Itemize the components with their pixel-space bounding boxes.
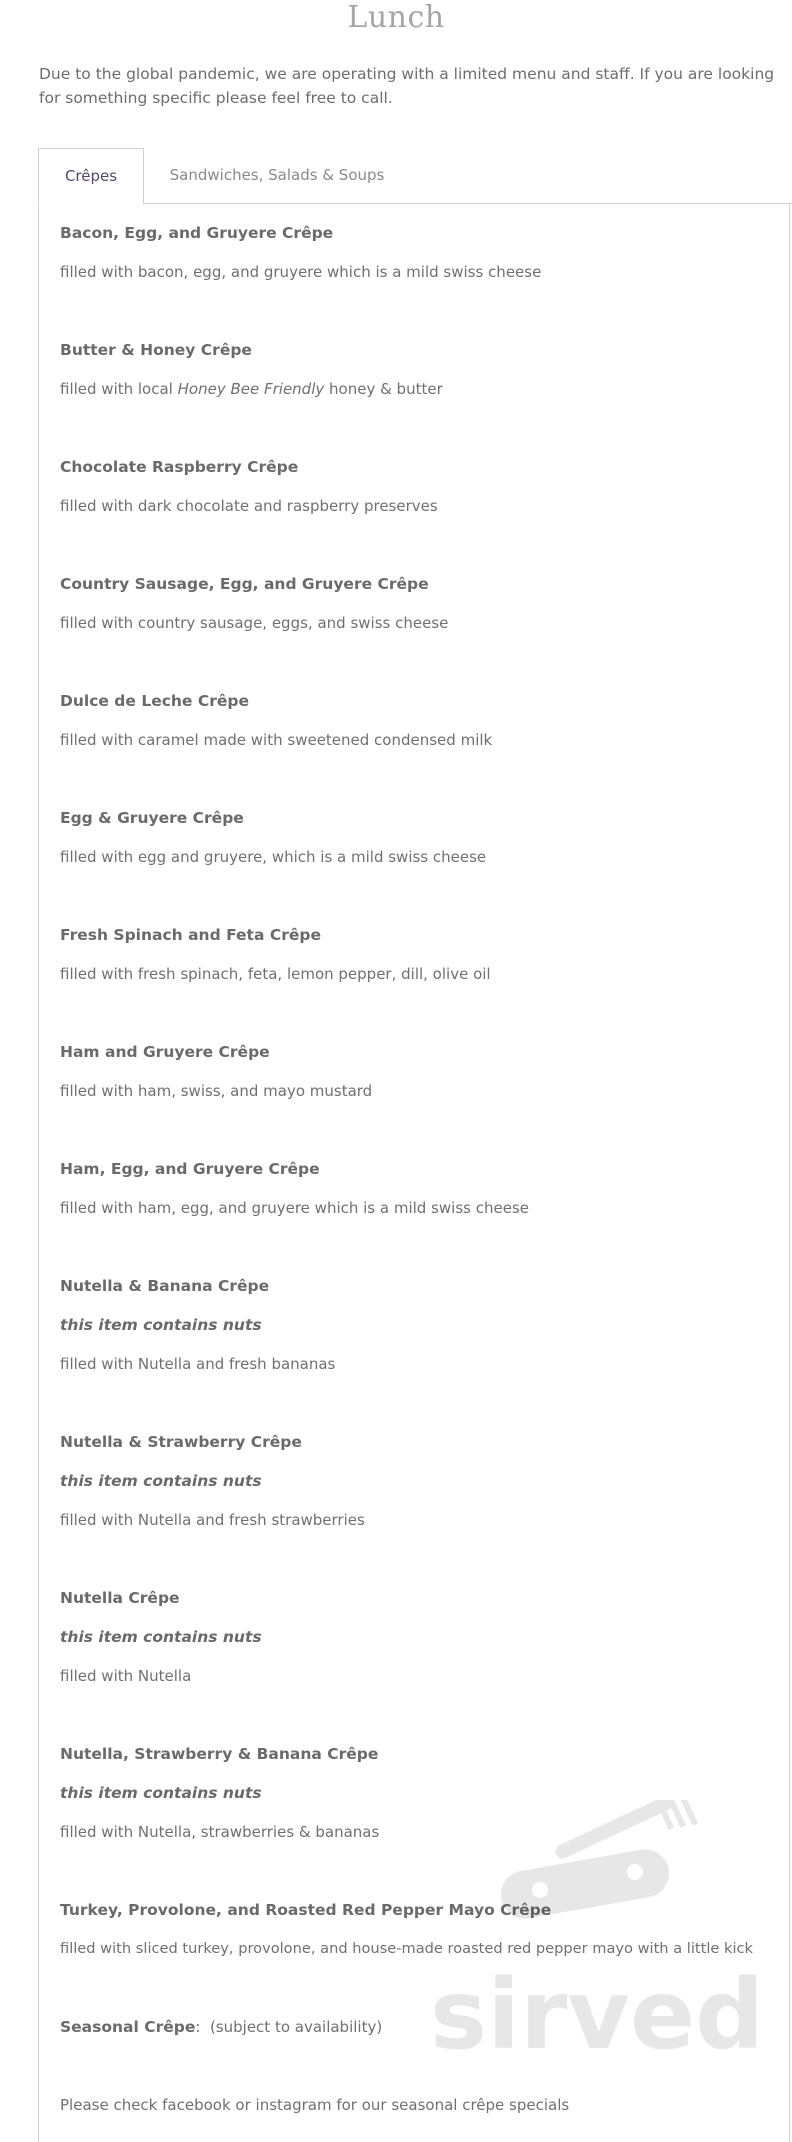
pocket-knife-icon bbox=[430, 1800, 750, 1970]
menu-item-description: filled with dark chocolate and raspberry preserves bbox=[60, 497, 438, 515]
menu-item-name: Fresh Spinach and Feta Crêpe bbox=[60, 926, 321, 944]
description-text: honey & butter bbox=[324, 380, 443, 398]
watermark-text: sirved bbox=[430, 1959, 764, 2071]
menu-item-description: filled with Nutella bbox=[60, 1667, 192, 1685]
menu-item-name: Turkey, Provolone, and Roasted Red Pepper Mayo Crêpe bbox=[60, 1901, 552, 1919]
description-text: filled with local bbox=[60, 380, 178, 398]
menu-item-name: Ham, Egg, and Gruyere Crêpe bbox=[60, 1160, 320, 1178]
menu-item-description: filled with Nutella, strawberries & bananas bbox=[60, 1823, 380, 1841]
tab-sandwiches-salads-soups[interactable]: Sandwiches, Salads & Soups bbox=[169, 166, 385, 184]
seasonal-colon: : bbox=[195, 2018, 201, 2036]
nut-warning: this item contains nuts bbox=[60, 1316, 262, 1334]
menu-item-description: filled with sliced turkey, provolone, and house-made roasted red pepper mayo with a little kick bbox=[60, 1940, 753, 1957]
tab-crepes[interactable]: Crêpes bbox=[38, 148, 144, 205]
menu-item-description bbox=[60, 378, 443, 400]
menu-item-name: Egg & Gruyere Crêpe bbox=[60, 809, 244, 827]
menu-item-name: Butter & Honey Crêpe bbox=[60, 341, 252, 359]
nut-warning: this item contains nuts bbox=[60, 1472, 262, 1490]
menu-item-description: filled with ham, egg, and gruyere which is a mild swiss cheese bbox=[60, 1199, 529, 1217]
seasonal-specials-note: Please check facebook or instagram for our seasonal crêpe specials bbox=[60, 2096, 570, 2114]
menu-item-name: Nutella, Strawberry & Banana Crêpe bbox=[60, 1745, 379, 1763]
menu-item-description: filled with fresh spinach, feta, lemon pepper, dill, olive oil bbox=[60, 965, 491, 983]
menu-item-description: filled with caramel made with sweetened condensed milk bbox=[60, 731, 493, 749]
seasonal-availability: (subject to availability) bbox=[200, 2018, 383, 2036]
menu-item-description: filled with country sausage, eggs, and swiss cheese bbox=[60, 614, 449, 632]
menu-item-name: Nutella Crêpe bbox=[60, 1589, 180, 1607]
menu-item-description: filled with Nutella and fresh bananas bbox=[60, 1355, 336, 1373]
menu-item-description: filled with bacon, egg, and gruyere which is a mild swiss cheese bbox=[60, 263, 542, 281]
sirved-watermark bbox=[430, 1800, 764, 2080]
nut-warning: this item contains nuts bbox=[60, 1628, 262, 1646]
menu-item-name: Dulce de Leche Crêpe bbox=[60, 692, 249, 710]
menu-item-name: Nutella & Banana Crêpe bbox=[60, 1277, 270, 1295]
nut-warning: this item contains nuts bbox=[60, 1784, 262, 1802]
menu-item-description: filled with egg and gruyere, which is a mild swiss cheese bbox=[60, 848, 487, 866]
page-title: Lunch bbox=[347, 0, 445, 35]
menu-item-description: filled with ham, swiss, and mayo mustard bbox=[60, 1082, 373, 1100]
intro-text: Due to the global pandemic, we are operating with a limited menu and staff. If you are looking for something specific please feel free to call. bbox=[39, 65, 775, 107]
description-emphasis: Honey Bee Friendly bbox=[177, 380, 325, 398]
menu-item-name: Country Sausage, Egg, and Gruyere Crêpe bbox=[60, 575, 429, 593]
seasonal-crepe-name: Seasonal Crêpe bbox=[60, 2018, 196, 2036]
seasonal-crepe bbox=[60, 2016, 382, 2038]
menu-item-name: Chocolate Raspberry Crêpe bbox=[60, 458, 299, 476]
menu-tabs bbox=[38, 148, 792, 204]
menu-item-name: Bacon, Egg, and Gruyere Crêpe bbox=[60, 224, 334, 242]
menu-item-name: Ham and Gruyere Crêpe bbox=[60, 1043, 270, 1061]
menu-item-description: filled with Nutella and fresh strawberries bbox=[60, 1511, 365, 1529]
menu-item-name: Nutella & Strawberry Crêpe bbox=[60, 1433, 302, 1451]
